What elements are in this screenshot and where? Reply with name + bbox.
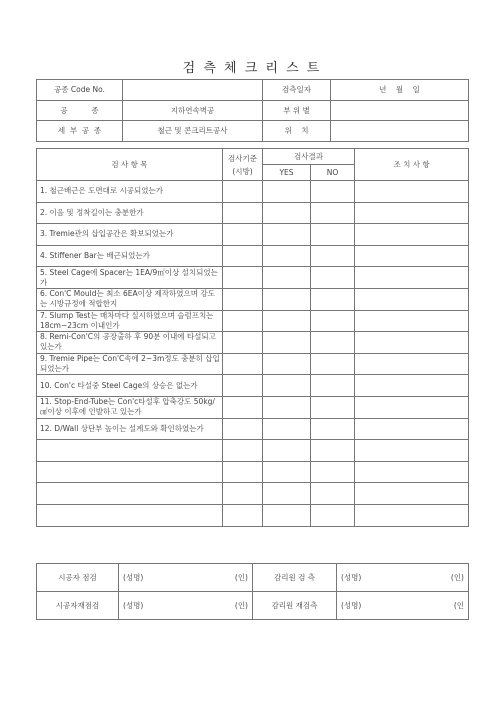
yes-cell xyxy=(263,181,311,203)
item-text: 2. 이음 및 정착길이는 충분한가 xyxy=(37,202,223,224)
yes-cell xyxy=(263,224,311,246)
supervisor-check-label: 감리원 검 측 xyxy=(253,564,337,592)
action-cell xyxy=(355,353,469,375)
empty-row xyxy=(37,504,469,526)
empty-row xyxy=(37,440,469,462)
standard-cell xyxy=(223,288,263,310)
standard-cell xyxy=(223,245,263,267)
yes-cell xyxy=(263,353,311,375)
action-cell xyxy=(355,245,469,267)
action-cell xyxy=(355,375,469,397)
standard-cell xyxy=(223,202,263,224)
yes-cell xyxy=(263,375,311,397)
yes-cell xyxy=(263,245,311,267)
no-cell xyxy=(311,224,355,246)
no-cell xyxy=(311,310,355,332)
supervisor-recheck-label: 감리원 재검측 xyxy=(253,592,337,620)
yes-cell xyxy=(263,288,311,310)
col-yes-header: YES xyxy=(263,165,311,181)
no-cell xyxy=(311,396,355,418)
action-cell xyxy=(355,202,469,224)
standard-cell xyxy=(223,181,263,203)
header-table xyxy=(36,79,469,142)
name-label: (성명) xyxy=(341,601,362,610)
supervisor-check-sign xyxy=(337,564,469,592)
date-value: 년 월 일 xyxy=(331,80,469,101)
no-cell xyxy=(311,353,355,375)
col-standard-header: 검사기준 (시방) xyxy=(223,149,263,181)
col-action-header: 조 치 사 항 xyxy=(355,149,469,181)
action-cell xyxy=(355,288,469,310)
table-row xyxy=(37,310,469,332)
item-text: 4. Stiffener Bar는 배근되었는가 xyxy=(37,245,223,267)
table-row xyxy=(37,181,469,203)
no-cell xyxy=(311,375,355,397)
yes-cell xyxy=(263,396,311,418)
standard-cell xyxy=(223,267,263,289)
action-cell xyxy=(355,181,469,203)
no-cell xyxy=(311,267,355,289)
standard-cell xyxy=(223,396,263,418)
yes-cell xyxy=(263,202,311,224)
signature-table xyxy=(36,563,469,620)
yes-cell xyxy=(263,267,311,289)
no-cell xyxy=(311,418,355,440)
standard-cell xyxy=(223,418,263,440)
table-row xyxy=(37,375,469,397)
table-row xyxy=(37,224,469,246)
no-cell xyxy=(311,288,355,310)
item-text: 11. Stop-End-Tube는 Con'c타설후 압축강도 50kg/㎠이상 이후에 인발하고 있는가 xyxy=(37,396,223,418)
page-title: 검 측 체 크 리 스 트 xyxy=(182,61,322,76)
part-label: 부 위 별 xyxy=(263,100,331,121)
inspection-table xyxy=(36,148,469,527)
seal-label: (인) xyxy=(450,573,464,582)
action-cell xyxy=(355,224,469,246)
seal-label: (인) xyxy=(234,573,248,582)
item-text: 10. Con'c 타설중 Steel Cage의 상승은 없는가 xyxy=(37,375,223,397)
table-row xyxy=(37,267,469,289)
no-cell xyxy=(311,202,355,224)
standard-cell xyxy=(223,332,263,354)
part-value xyxy=(331,100,469,121)
action-cell xyxy=(355,418,469,440)
seal-label: (인 xyxy=(453,601,464,610)
col-no-header: NO xyxy=(311,165,355,181)
table-row xyxy=(37,288,469,310)
action-cell xyxy=(355,332,469,354)
item-text: 12. D/Wall 상단부 높이는 설계도와 확인하였는가 xyxy=(37,418,223,440)
location-value xyxy=(331,121,469,142)
name-label: (성명) xyxy=(341,573,362,582)
detail-label: 세 부 공 종 xyxy=(37,121,123,142)
action-cell xyxy=(355,396,469,418)
standard-cell xyxy=(223,224,263,246)
item-text: 8. Remi-Con'C의 공장출하 후 90분 이내에 타설되고 있는가 xyxy=(37,332,223,354)
table-row xyxy=(37,396,469,418)
item-text: 5. Steel Cage에 Spacer는 1EA/9㎡이상 설치되었는가 xyxy=(37,267,223,289)
table-row xyxy=(37,332,469,354)
table-row xyxy=(37,202,469,224)
contractor-check-sign xyxy=(119,564,253,592)
empty-row xyxy=(37,483,469,505)
no-cell xyxy=(311,181,355,203)
standard-cell xyxy=(223,310,263,332)
contractor-recheck-sign xyxy=(119,592,253,620)
item-text: 7. Slump Test는 매차마다 실시하였으며 슬럼프치는 18cm~23cm 이내인가 xyxy=(37,310,223,332)
date-label: 검측일자 xyxy=(263,80,331,101)
code-value xyxy=(123,80,263,101)
standard-cell xyxy=(223,353,263,375)
standard-cell xyxy=(223,375,263,397)
action-cell xyxy=(355,267,469,289)
seal-label: (인) xyxy=(234,601,248,610)
table-row xyxy=(37,245,469,267)
name-label: (성명) xyxy=(123,601,144,610)
code-label: 공종 Code No. xyxy=(37,80,123,101)
item-text: 9. Tremie Pipe는 Con'C속에 2~3m정도 충분히 삽입되었는가 xyxy=(37,353,223,375)
item-text: 1. 철근배근은 도면대로 시공되었는가 xyxy=(37,181,223,203)
contractor-check-label: 시공자 점검 xyxy=(37,564,119,592)
table-row xyxy=(37,353,469,375)
col-result-header: 검사결과 xyxy=(263,149,355,165)
yes-cell xyxy=(263,418,311,440)
location-label: 위 치 xyxy=(263,121,331,142)
no-cell xyxy=(311,332,355,354)
supervisor-recheck-sign xyxy=(337,592,469,620)
yes-cell xyxy=(263,310,311,332)
work-type-value: 지하연속벽공 xyxy=(123,100,263,121)
name-label: (성명) xyxy=(123,573,144,582)
no-cell xyxy=(311,245,355,267)
work-type-label: 공 종 xyxy=(37,100,123,121)
contractor-recheck-label: 시공자재점검 xyxy=(37,592,119,620)
table-row xyxy=(37,418,469,440)
item-text: 6. Con'C Mould는 최소 6EA이상 제작하였으며 강도는 시방규정에 적합한지 xyxy=(37,288,223,310)
yes-cell xyxy=(263,332,311,354)
item-text: 3. Tremie관의 삽입공간은 확보되었는가 xyxy=(37,224,223,246)
detail-value: 철근 및 콘크리트공사 xyxy=(123,121,263,142)
col-item-header: 검 사 항 목 xyxy=(37,149,223,181)
action-cell xyxy=(355,310,469,332)
empty-row xyxy=(37,461,469,483)
